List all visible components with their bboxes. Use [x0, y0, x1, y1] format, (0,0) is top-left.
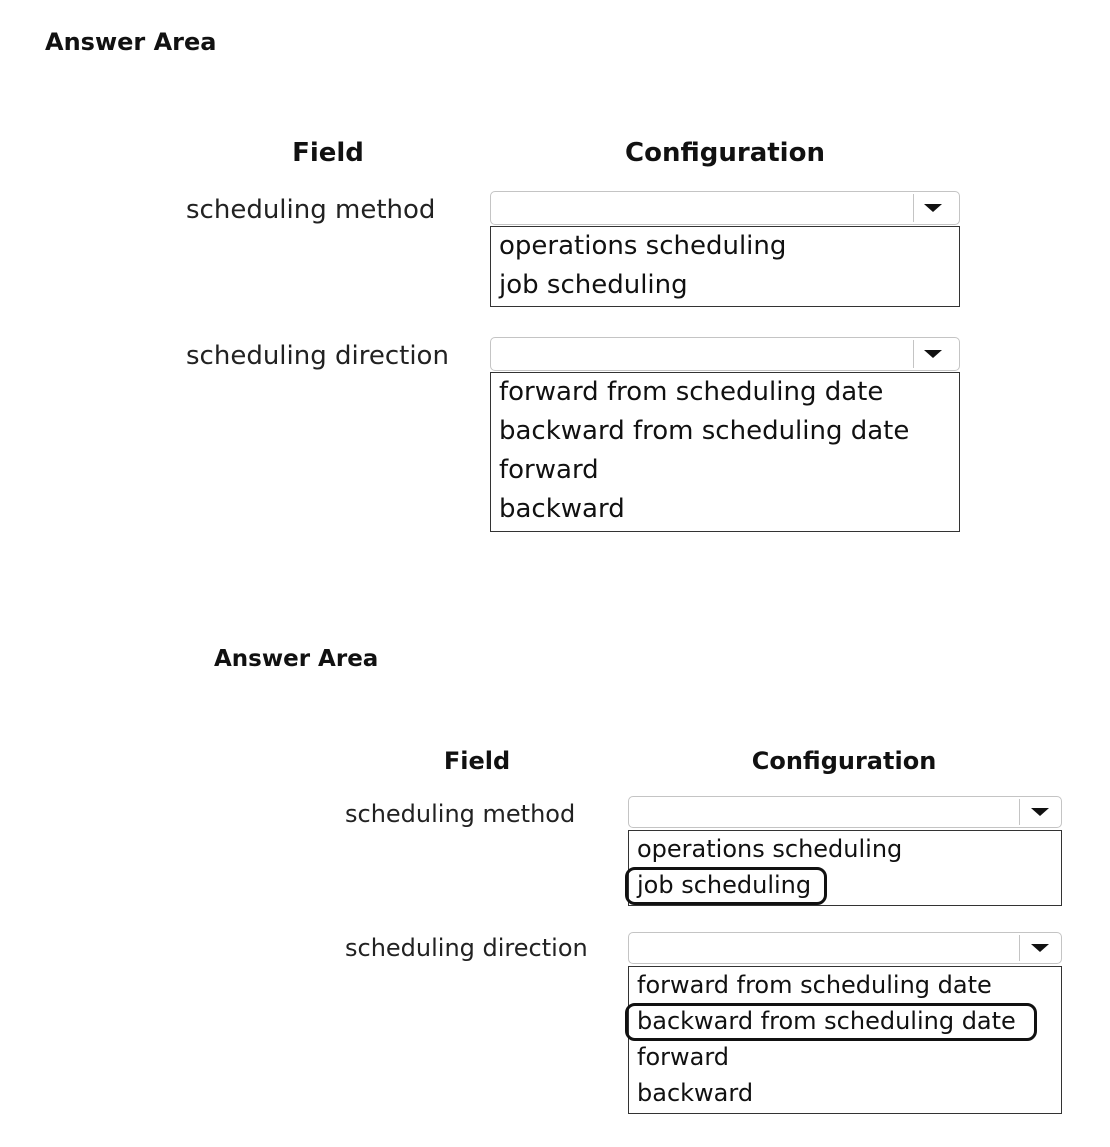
chevron-down-icon[interactable] [924, 204, 942, 212]
scheduling-method-label: scheduling method [345, 800, 576, 828]
option-job-scheduling[interactable]: job scheduling [499, 270, 688, 300]
scheduling-direction-dropdown[interactable] [490, 337, 960, 371]
option-backward-from-scheduling-date[interactable] [629, 1003, 1061, 1039]
scheduling-direction-options [628, 966, 1062, 1114]
configuration-column-header: Configuration [751, 747, 937, 775]
scheduling-direction-label: scheduling direction [345, 934, 588, 962]
option-backward[interactable]: backward [499, 494, 625, 524]
answer-area-title: Answer Area [45, 28, 217, 56]
scheduling-direction-options [490, 372, 960, 532]
scheduling-method-options [628, 830, 1062, 906]
option-forward-from-scheduling-date[interactable]: forward from scheduling date [499, 377, 884, 407]
dropdown-separator [1019, 935, 1020, 961]
scheduling-method-dropdown[interactable] [628, 796, 1062, 828]
dropdown-separator [913, 194, 914, 222]
option-forward[interactable]: forward [499, 455, 599, 485]
scheduling-direction-dropdown[interactable] [628, 932, 1062, 964]
scheduling-method-options [490, 226, 960, 307]
dropdown-separator [913, 340, 914, 368]
configuration-column-header: Configuration [625, 138, 825, 168]
option-label: job scheduling [637, 871, 812, 899]
answer-area-title: Answer Area [214, 646, 379, 672]
scheduling-direction-label: scheduling direction [186, 341, 449, 371]
option-label: backward from scheduling date [637, 1007, 1016, 1035]
chevron-down-icon[interactable] [1031, 944, 1049, 952]
option-operations-scheduling[interactable]: operations scheduling [499, 231, 787, 261]
field-column-header: Field [443, 747, 511, 775]
scheduling-method-label: scheduling method [186, 195, 436, 225]
scheduling-method-dropdown[interactable] [490, 191, 960, 225]
chevron-down-icon[interactable] [924, 350, 942, 358]
option-job-scheduling[interactable] [629, 867, 1061, 903]
answer-area-solution [0, 570, 1110, 1147]
option-operations-scheduling[interactable]: operations scheduling [637, 835, 903, 863]
option-forward[interactable]: forward [637, 1043, 730, 1071]
field-column-header: Field [292, 138, 364, 168]
option-forward-from-scheduling-date[interactable]: forward from scheduling date [637, 971, 992, 999]
option-backward[interactable]: backward [637, 1079, 754, 1107]
chevron-down-icon[interactable] [1031, 808, 1049, 816]
option-backward-from-scheduling-date[interactable]: backward from scheduling date [499, 416, 910, 446]
answer-area-question [0, 0, 1110, 570]
dropdown-separator [1019, 799, 1020, 825]
